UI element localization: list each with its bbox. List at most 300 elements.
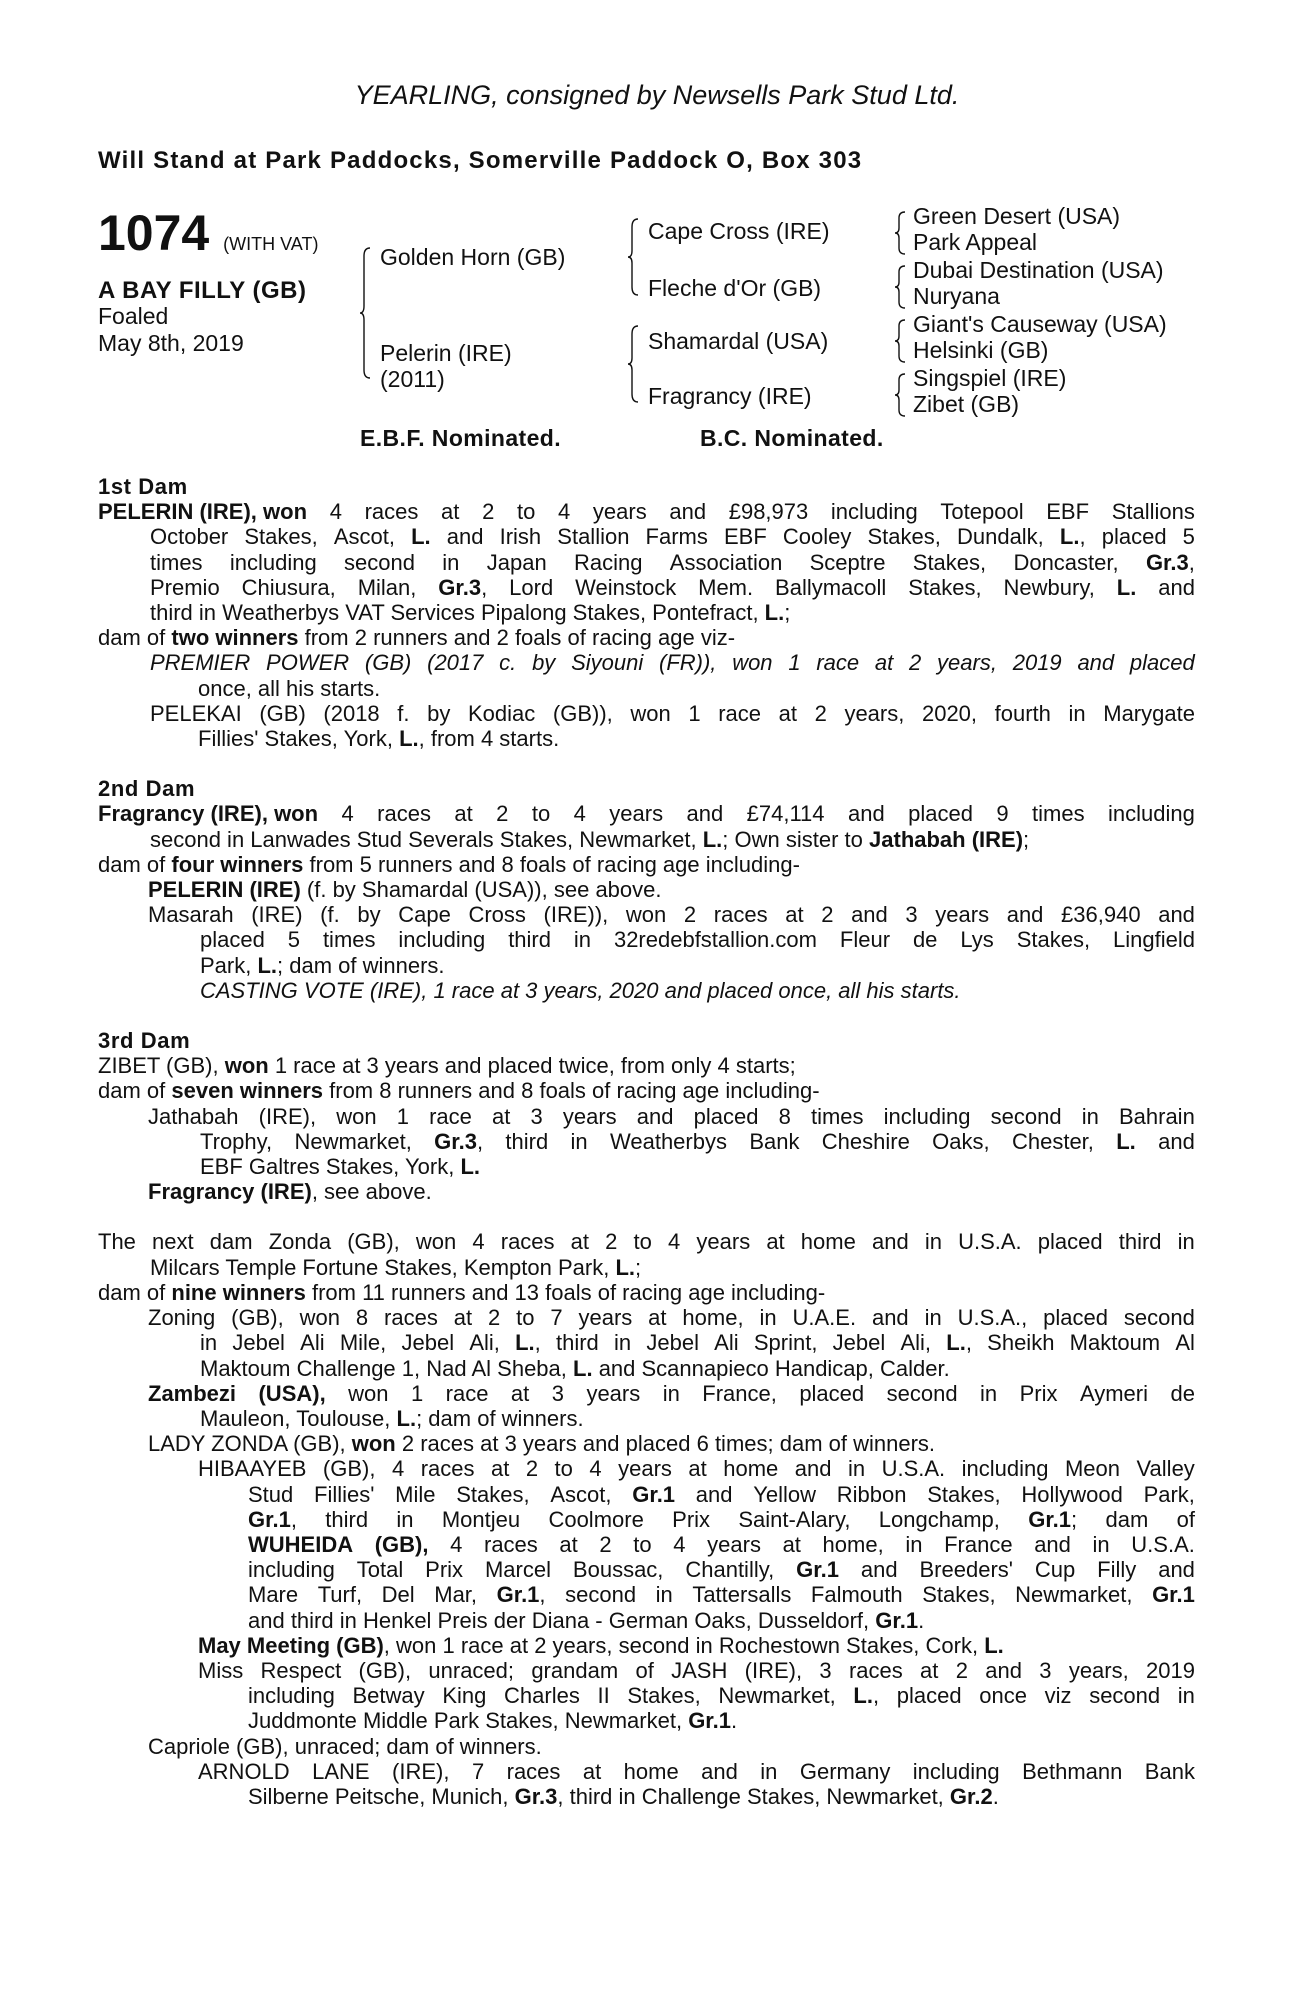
word: and — [701, 1758, 738, 1784]
word: including — [961, 1456, 1049, 1482]
nextdam-line-8: Mauleon, Toulouse, L.; dam of winners. — [200, 1405, 584, 1431]
word: placed — [1037, 1229, 1103, 1255]
word: Stallion — [557, 524, 630, 550]
word: years — [707, 1531, 761, 1557]
dam2-line-5 — [98, 902, 1195, 927]
word: third — [508, 927, 551, 953]
word: in — [614, 1330, 632, 1356]
word: Chester, — [1011, 1128, 1094, 1154]
word: races — [420, 1456, 475, 1482]
word: Gr.1; — [1028, 1506, 1078, 1532]
pedigree-dam-sire: Shamardal (USA) — [648, 328, 829, 354]
word: in — [1081, 1103, 1099, 1129]
word: in — [570, 1128, 588, 1154]
word: Fillies' — [314, 1481, 375, 1507]
bc-nominated: B.C. Nominated. — [700, 425, 884, 451]
word: years — [696, 1229, 751, 1255]
word: Mem. — [698, 574, 754, 600]
word: 4 — [557, 499, 571, 525]
word: Charles — [504, 1683, 580, 1709]
dam3-line-2: dam of seven winners from 8 runners and 8 foals of racing age including- — [98, 1078, 820, 1104]
word: Total — [356, 1557, 404, 1583]
foaled-info — [98, 303, 298, 357]
word: 32redebfstallion.com — [613, 927, 817, 953]
word: at — [920, 1657, 939, 1683]
word: Germany — [799, 1758, 891, 1784]
word: Stallions — [1111, 499, 1195, 525]
word: and — [1034, 1531, 1071, 1557]
word: 2 — [909, 650, 922, 676]
word: Siyouni — [571, 650, 644, 676]
word: third — [1118, 1229, 1162, 1255]
word: Prix — [672, 1506, 711, 1532]
word: including — [229, 549, 317, 575]
lot-number: 1074 — [98, 205, 210, 261]
word: Respect — [260, 1657, 342, 1683]
word: Zambezi — [148, 1380, 237, 1406]
word: Jebel — [401, 1330, 455, 1356]
word: October — [150, 524, 229, 550]
word: 4 — [472, 1229, 485, 1255]
word: and — [985, 1657, 1022, 1683]
word: Miss — [198, 1657, 244, 1683]
word: of — [1176, 1506, 1195, 1532]
word: placed — [1129, 650, 1195, 676]
word: third — [505, 1128, 549, 1154]
word: Zoning — [148, 1305, 216, 1331]
word: won — [299, 1305, 340, 1331]
word: Zonda — [268, 1229, 332, 1255]
word: races — [484, 1531, 538, 1557]
section-heading-3rd-dam: 3rd Dam — [98, 1028, 191, 1054]
word: Dundalk, — [956, 524, 1044, 550]
pedigree-g5: Giant's Causeway (USA) — [913, 311, 1167, 337]
word: once — [979, 1683, 1027, 1709]
word: Milan, — [357, 574, 417, 600]
word: WUHEIDA — [248, 1531, 354, 1557]
word: L., — [1059, 524, 1086, 550]
word: (GB), — [231, 1305, 284, 1331]
nextdam-line-21: Capriole (GB), unraced; dam of winners. — [148, 1733, 542, 1759]
word: and — [695, 1481, 733, 1507]
word: next — [152, 1229, 194, 1255]
word: Montjeu — [441, 1506, 521, 1532]
word: race — [445, 1380, 489, 1406]
word: Japan — [486, 549, 547, 575]
word: years — [586, 1380, 641, 1406]
word: at — [582, 1758, 602, 1784]
stand-location: Will Stand at Park Paddocks, Somerville Paddock O, Box 303 — [98, 147, 863, 174]
word: Mare — [248, 1582, 299, 1608]
word: and — [871, 1305, 909, 1331]
pedigree-bracket-g12 — [895, 208, 909, 258]
word: home — [800, 1229, 856, 1255]
word: Prix — [1019, 1380, 1058, 1406]
word: in — [924, 1229, 942, 1255]
nextdam-line-22 — [98, 1759, 1195, 1784]
word: second — [1089, 1683, 1161, 1709]
word: placed — [200, 927, 265, 953]
word: and — [847, 801, 885, 827]
nextdam-line-9: LADY ZONDA (GB), won 2 races at 3 years and placed 6 times; dam of winners. — [148, 1431, 936, 1457]
pedigree-g6: Helsinki (GB) — [913, 337, 1049, 363]
word: years — [578, 1305, 633, 1331]
word: won — [415, 1229, 457, 1255]
word: in — [760, 1758, 778, 1784]
word: Trophy, — [200, 1128, 273, 1154]
catalogue-body — [98, 474, 1195, 1809]
word: Sprint, — [753, 1330, 818, 1356]
word: in — [573, 927, 592, 953]
word: Masarah — [148, 902, 234, 928]
word: and — [669, 499, 707, 525]
word: Chantilly, — [685, 1557, 775, 1583]
word: races — [506, 1758, 561, 1784]
word: including — [398, 927, 486, 953]
word: by — [427, 700, 451, 726]
word: to — [516, 1305, 535, 1331]
pedigree-g2: Park Appeal — [913, 229, 1038, 255]
word: Oaks, — [932, 1128, 990, 1154]
word: Ali, — [469, 1330, 500, 1356]
nextdam-line-12 — [98, 1507, 1195, 1532]
word: at — [648, 1305, 667, 1331]
pedigree-bracket-dam — [628, 322, 644, 407]
nextdam-line-7 — [98, 1381, 1195, 1406]
word: JASH — [671, 1657, 728, 1683]
nextdam-line-5 — [98, 1330, 1195, 1355]
word: at — [688, 1456, 707, 1482]
word: times — [322, 927, 376, 953]
dam1-line-5: third in Weatherbys VAT Services Pipalong Stakes, Pontefract, L.; — [150, 600, 791, 626]
word: home, — [682, 1305, 744, 1331]
nextdam-line-3: dam of nine winners from 11 runners and 13 foals of racing age including- — [98, 1279, 826, 1305]
word: 4 — [668, 1229, 681, 1255]
word: Mile, — [339, 1330, 387, 1356]
word: and — [636, 1103, 674, 1129]
nextdam-line-13 — [98, 1532, 1195, 1557]
word: viz — [1044, 1683, 1072, 1709]
word: home — [623, 1758, 679, 1784]
dam2-line-6 — [98, 927, 1195, 952]
word: in — [980, 1380, 998, 1406]
word: L., — [946, 1330, 972, 1356]
ebf-nominated: E.B.F. Nominated. — [360, 425, 562, 451]
word: EBF — [1046, 499, 1090, 525]
word: 3 — [819, 1657, 832, 1683]
word: home — [723, 1456, 779, 1482]
word: races — [377, 801, 431, 827]
word: 4 — [329, 499, 342, 525]
word: 4 — [341, 801, 354, 827]
word: (2017 — [427, 650, 484, 676]
word: Weinstock — [575, 574, 677, 600]
word: Mile — [395, 1481, 436, 1507]
word: in — [905, 1531, 923, 1557]
word: de — [912, 927, 938, 953]
word: Association — [669, 549, 783, 575]
word: 1 — [688, 700, 701, 726]
vat-note: (WITH VAT) — [223, 234, 319, 254]
nextdam-line-14 — [98, 1557, 1195, 1582]
word: Stakes, — [1016, 927, 1091, 953]
section-gap — [98, 1204, 1195, 1229]
lot-title: A BAY FILLY (GB) — [98, 277, 307, 304]
word: Jebel — [232, 1330, 285, 1356]
word: Stakes, — [244, 524, 318, 550]
word: U.S.A., — [957, 1305, 1028, 1331]
dam3-line-4 — [98, 1129, 1195, 1154]
word: Ali — [300, 1330, 325, 1356]
word: second — [886, 1380, 958, 1406]
word: Al — [1175, 1330, 1195, 1356]
word: Stakes, — [456, 1481, 530, 1507]
word: at — [453, 1305, 473, 1331]
word: years, — [1068, 1657, 1129, 1683]
bracket-path — [628, 326, 638, 402]
word: at — [490, 1456, 510, 1482]
word: Irish — [499, 524, 542, 550]
word: de — [1170, 1380, 1195, 1406]
word: 3 — [1039, 1657, 1052, 1683]
word: (GB) — [259, 700, 306, 726]
word: Cup — [1034, 1557, 1076, 1583]
word: at — [559, 1531, 578, 1557]
word: including — [912, 1758, 1000, 1784]
word: at — [492, 1103, 511, 1129]
word: years — [562, 1103, 617, 1129]
dam1-line-4 — [98, 575, 1195, 600]
pedigree-g8: Zibet (GB) — [913, 391, 1020, 417]
word: Saint-Alary, — [738, 1506, 851, 1532]
word: HIBAAYEB — [198, 1456, 307, 1482]
word: and — [851, 902, 888, 928]
word: £98,973 — [728, 499, 809, 525]
word: years, — [937, 650, 997, 676]
word: won — [625, 902, 667, 928]
word: Hollywood — [1021, 1481, 1123, 1507]
pedigree-bracket-sire — [628, 215, 644, 300]
word: Newbury, — [1003, 574, 1095, 600]
nextdam-line-19 — [98, 1683, 1195, 1708]
word: Stakes, — [922, 1582, 996, 1608]
word: at — [778, 700, 797, 726]
foaled-date: May 8th, 2019 — [98, 330, 244, 356]
word: and — [686, 801, 724, 827]
word: Ascot, — [550, 1481, 612, 1507]
word: placed — [896, 1683, 962, 1709]
word: Sceptre — [809, 549, 886, 575]
word: 2 — [482, 499, 495, 525]
word: Newmarket, — [294, 1128, 412, 1154]
nextdam-line-16: and third in Henkel Preis der Diana - German Oaks, Dusseldorf, Gr.1. — [248, 1607, 925, 1633]
word: and — [1158, 902, 1195, 928]
word: Newmarket, — [718, 1683, 836, 1709]
word: 9 — [996, 801, 1009, 827]
word: 3 — [530, 1103, 543, 1129]
word: years, — [844, 700, 905, 726]
word: Cape — [398, 902, 451, 928]
word: grandam — [531, 1657, 619, 1683]
consignor-line: YEARLING, consigned by Newsells Park Stud Ltd. — [354, 80, 960, 110]
word: (IRE), — [744, 1657, 803, 1683]
word: and — [446, 524, 484, 550]
word: at — [766, 1229, 785, 1255]
word: Falmouth — [810, 1582, 903, 1608]
word: including — [248, 1683, 335, 1709]
word: Gr.1 — [1152, 1582, 1195, 1608]
word: and — [860, 1557, 898, 1583]
word: (GB), — [322, 1456, 376, 1482]
word: won — [732, 650, 773, 676]
word: and — [1158, 1128, 1195, 1154]
word: Marygate — [1103, 700, 1195, 726]
word: at — [454, 801, 473, 827]
word: in — [1092, 1531, 1110, 1557]
word: at — [874, 650, 894, 676]
word: Jebel — [832, 1330, 886, 1356]
dam1-line-2 — [98, 524, 1195, 549]
word: races — [384, 1305, 438, 1331]
word: in — [1177, 1229, 1195, 1255]
word: Chiusura, — [241, 574, 336, 600]
pedigree-bracket-g56 — [895, 316, 909, 366]
word: (FR)), — [659, 650, 717, 676]
word: Longchamp, — [878, 1506, 1000, 1532]
word: in — [924, 1305, 942, 1331]
word: U.S.A. — [881, 1456, 946, 1482]
word: Lingfield — [1112, 927, 1195, 953]
word: Valley — [1136, 1456, 1195, 1482]
pedigree-sire: Golden Horn (GB) — [380, 244, 566, 270]
dam1-line-3 — [98, 550, 1195, 575]
word: and — [794, 1456, 832, 1482]
word: won — [348, 1380, 389, 1406]
word: 2019 — [1012, 650, 1062, 676]
bracket-path — [628, 219, 638, 295]
nextdam-line-2: Milcars Temple Fortune Stakes, Kempton Park, L.; — [150, 1254, 642, 1280]
dam2-line-8: CASTING VOTE (IRE), 1 race at 3 years, 2020 and placed once, all his starts. — [200, 977, 961, 1003]
word: £36,940 — [1061, 902, 1141, 928]
pedigree-g7: Singspiel (IRE) — [913, 365, 1067, 391]
word: years — [935, 902, 990, 928]
dam3-line-1: ZIBET (GB), won 1 race at 3 years and placed twice, from only 4 starts; — [98, 1053, 796, 1079]
word: L. — [1116, 1128, 1136, 1154]
word: (f. — [320, 902, 340, 928]
nextdam-line-20: Juddmonte Middle Park Stakes, Newmarket, Gr.1. — [248, 1708, 738, 1734]
dam3-line-6: Fragrancy (IRE), see above. — [148, 1179, 432, 1205]
word: Jathabah — [148, 1103, 239, 1129]
word: 4 — [573, 801, 586, 827]
word: second — [344, 549, 415, 575]
word: third — [556, 1330, 599, 1356]
word: LANE — [312, 1758, 370, 1784]
word: The — [98, 1229, 136, 1255]
pedigree-sire-sire: Cape Cross (IRE) — [648, 218, 830, 244]
word: by — [357, 902, 381, 928]
word: 2 — [496, 801, 509, 827]
word: Del — [381, 1582, 415, 1608]
word: Lys — [960, 927, 994, 953]
word: at — [441, 499, 460, 525]
word: Fleur — [839, 927, 891, 953]
nextdam-line-15 — [98, 1582, 1195, 1607]
word: and — [1158, 574, 1195, 600]
dam2-line-3: dam of four winners from 5 runners and 8 foals of racing age including- — [98, 851, 800, 877]
dam3-line-3 — [98, 1104, 1195, 1129]
word: in — [200, 1330, 218, 1356]
word: ARNOLD — [198, 1758, 290, 1784]
word: Lord — [509, 574, 554, 600]
word: 2 — [683, 902, 697, 928]
word: L. — [1116, 574, 1137, 600]
word: Ribbon — [836, 1481, 907, 1507]
word: Gr.3, — [1145, 549, 1195, 575]
word: races — [713, 902, 768, 928]
word: placed — [799, 1380, 865, 1406]
word: (USA), — [258, 1380, 326, 1406]
word: by — [532, 650, 556, 676]
word: 8 — [355, 1305, 369, 1331]
word: placed — [908, 801, 973, 827]
word: Betway — [352, 1683, 425, 1709]
bracket-path — [360, 248, 370, 378]
word: France, — [702, 1380, 777, 1406]
word: (IRE), — [392, 1758, 450, 1784]
word: including — [1108, 801, 1195, 827]
word: Cross — [468, 902, 526, 928]
dam2-line-2: second in Lanwades Stud Severals Stakes, Newmarket, L.; Own sister to Jathabah (IRE); — [150, 826, 1030, 852]
word: 4 — [391, 1456, 405, 1482]
section-gap — [98, 751, 1195, 776]
word: 7 — [471, 1758, 485, 1784]
word: 2 — [814, 700, 827, 726]
word: POWER — [266, 650, 350, 676]
word: Bethmann — [1022, 1758, 1123, 1784]
word: Bahrain — [1118, 1103, 1195, 1129]
word: (GB), — [358, 1657, 412, 1683]
word: King — [442, 1683, 487, 1709]
word: (IRE)), — [543, 902, 609, 928]
word: Breeders' — [919, 1557, 1013, 1583]
word: PELEKAI — [150, 700, 242, 726]
nextdam-line-1 — [98, 1229, 1195, 1254]
word: race — [718, 700, 761, 726]
word: third — [325, 1506, 369, 1532]
dam1-line-8: once, all his starts. — [198, 675, 381, 701]
word: in — [655, 1582, 673, 1608]
word: to — [531, 801, 551, 827]
word: years — [592, 499, 647, 525]
word: 2 — [955, 1657, 968, 1683]
word: Filly — [1097, 1557, 1137, 1583]
word: Stakes, — [912, 549, 987, 575]
dam1-line-6: dam of two winners from 2 runners and 2 foals of racing age viz- — [98, 625, 736, 651]
word: Farms — [645, 524, 708, 550]
foaled-label: Foaled — [98, 303, 169, 329]
pedigree-dam-year: (2011) — [380, 366, 445, 392]
dam2-line-4: PELERIN (IRE) (f. by Shamardal (USA)), see above. — [148, 877, 662, 903]
pedigree-g4: Nuryana — [913, 283, 1000, 309]
word: 3 — [551, 1380, 564, 1406]
word: Prix — [425, 1557, 464, 1583]
word: Stakes, — [908, 574, 982, 600]
section-heading-1st-dam: 1st Dam — [98, 474, 188, 499]
word: (GB), — [347, 1229, 400, 1255]
word: Doncaster, — [1013, 549, 1119, 575]
word: race — [816, 650, 860, 676]
word: Yellow — [753, 1481, 817, 1507]
